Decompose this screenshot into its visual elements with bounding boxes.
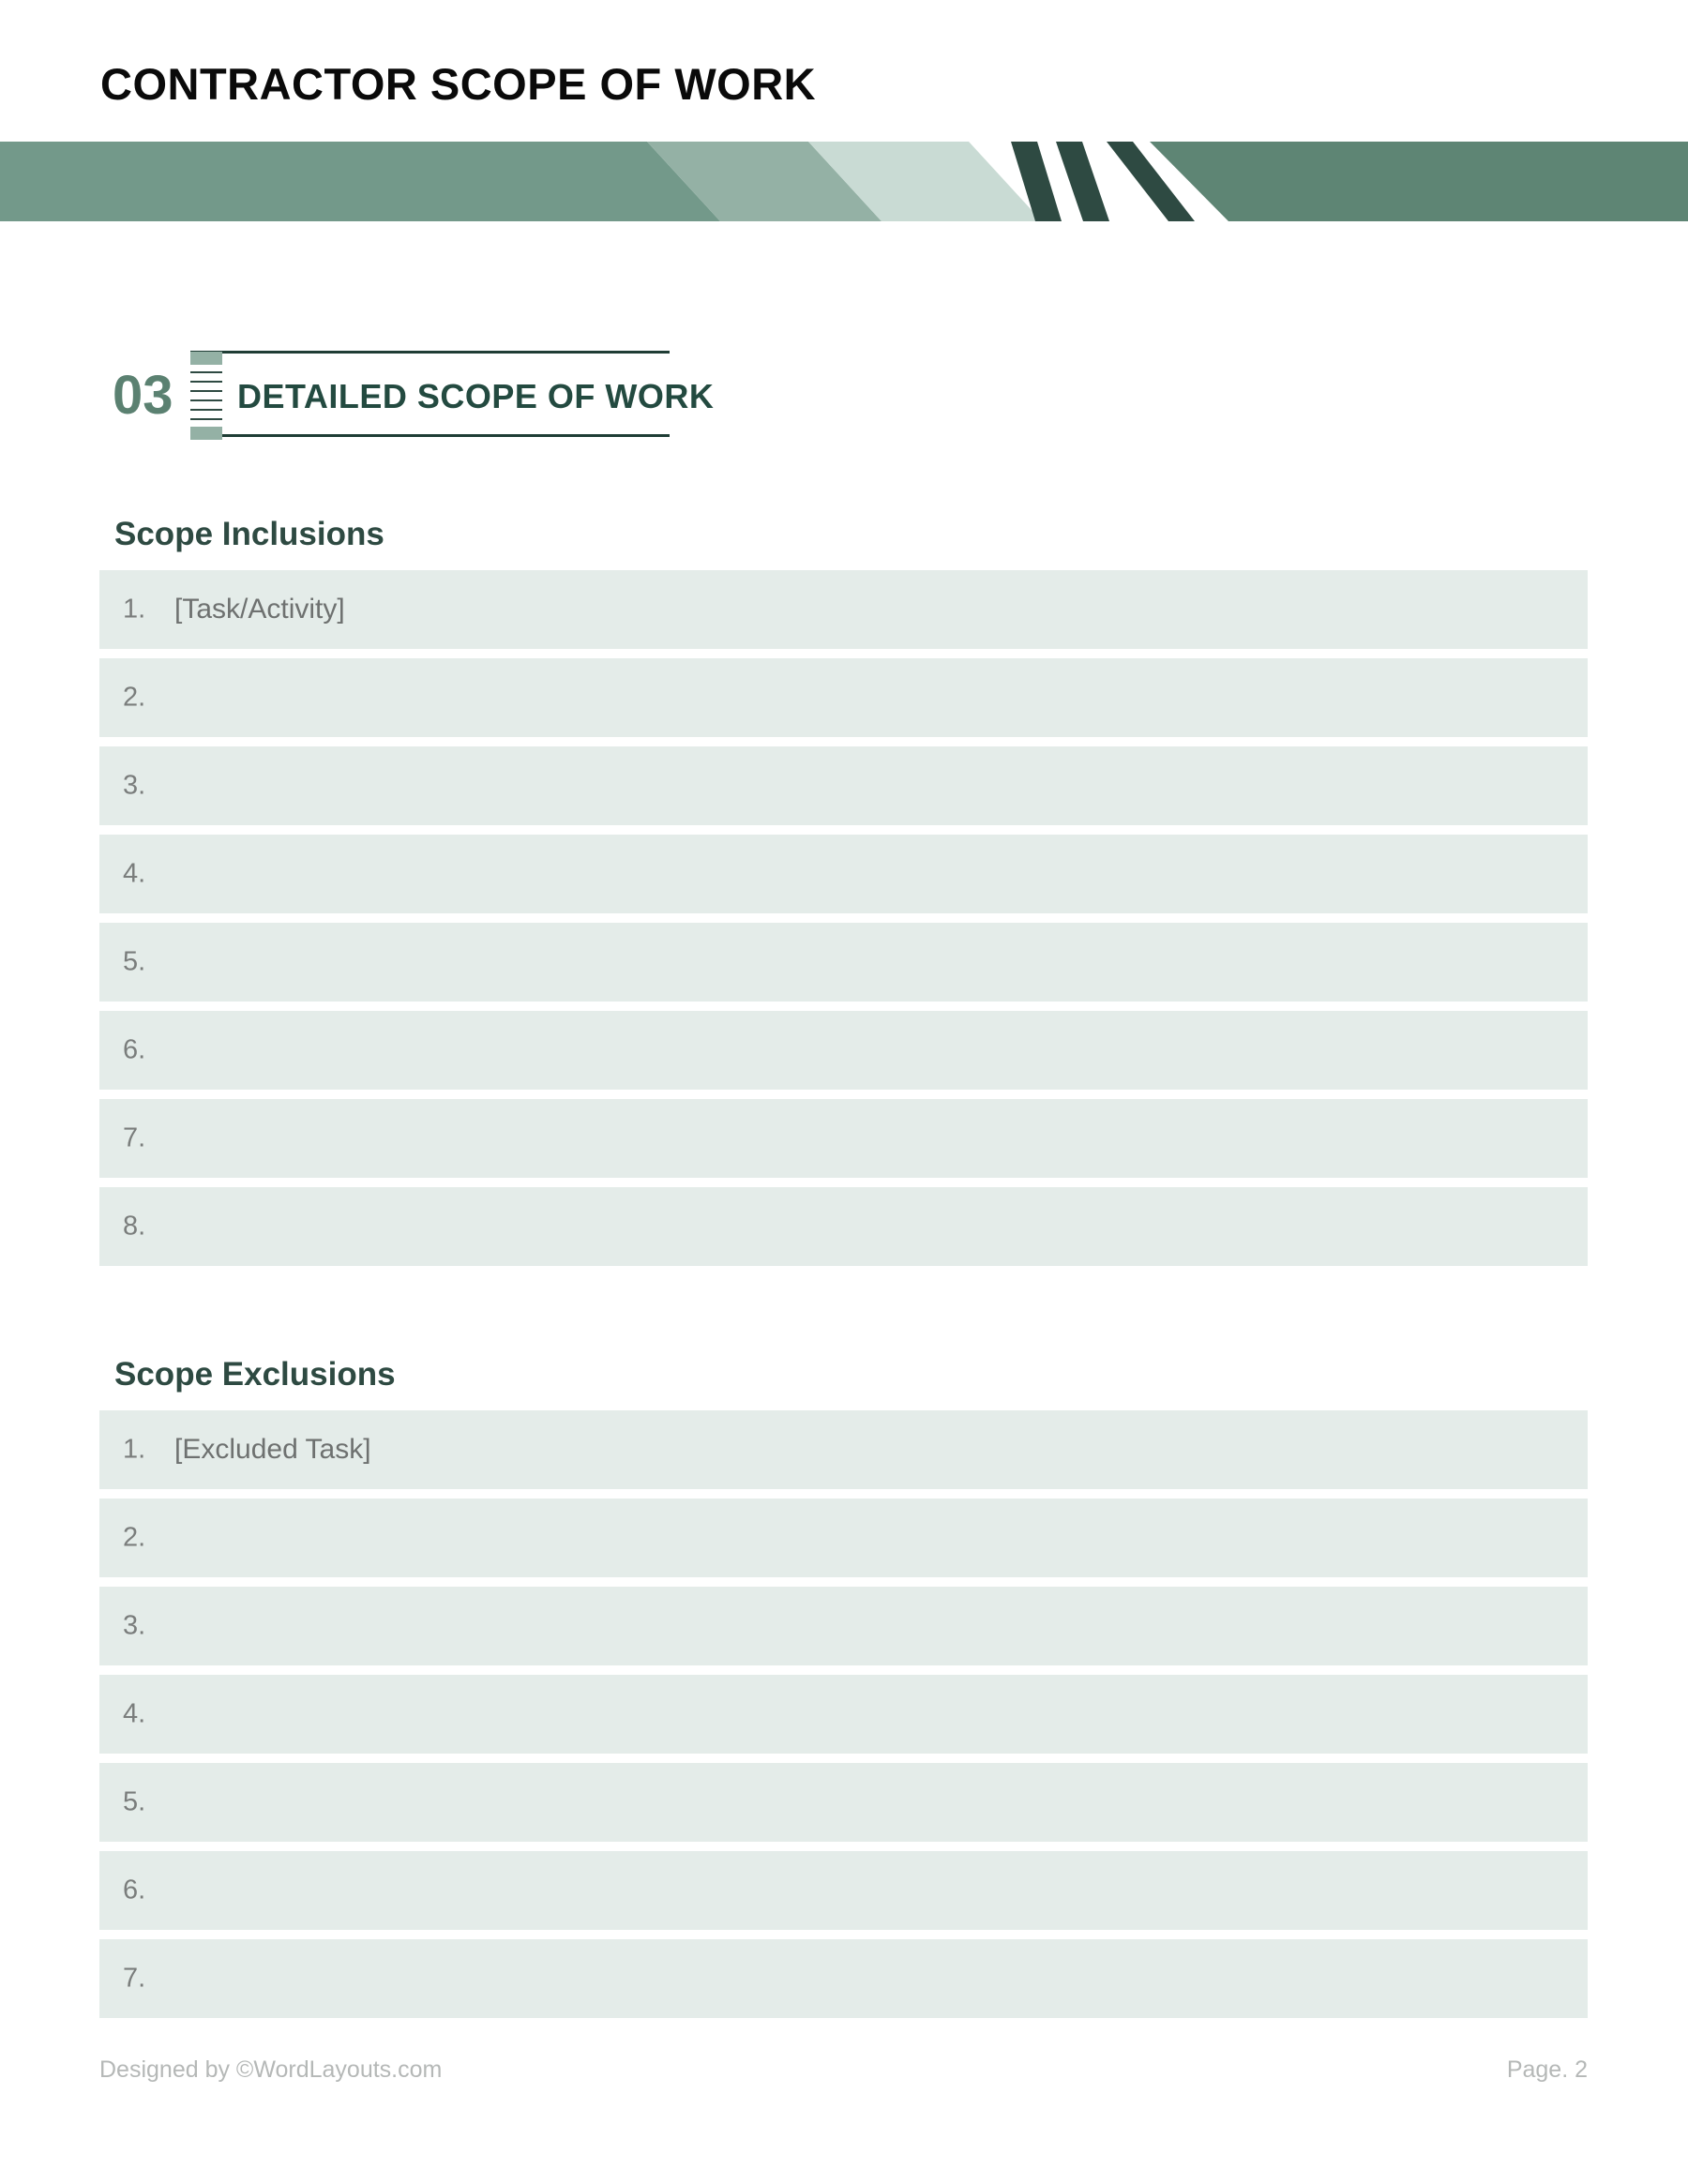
exclusions-heading: Scope Exclusions <box>114 1356 396 1393</box>
list-item[interactable] <box>99 1410 1588 1489</box>
exclusions-list <box>99 1410 1588 2027</box>
list-item[interactable] <box>99 1187 1588 1266</box>
list-item[interactable] <box>99 1499 1588 1577</box>
list-item-number: 3. <box>123 770 146 801</box>
list-item[interactable] <box>99 1099 1588 1178</box>
list-item-number: 6. <box>123 1034 146 1065</box>
list-item[interactable] <box>99 1587 1588 1665</box>
header-banner <box>0 142 1688 221</box>
list-item-text[interactable]: [Task/Activity] <box>174 594 345 625</box>
list-item-number: 5. <box>123 1786 146 1817</box>
banner-dark-band-right <box>1150 142 1688 221</box>
section-number: 03 <box>113 365 173 426</box>
list-item[interactable] <box>99 658 1588 737</box>
inclusions-list <box>99 570 1588 1275</box>
list-item-number: 4. <box>123 858 146 889</box>
list-item-number: 1. <box>123 594 146 625</box>
list-item-number: 1. <box>123 1434 146 1465</box>
footer-credit: Designed by ©WordLayouts.com <box>99 2056 443 2083</box>
list-item[interactable] <box>99 1851 1588 1930</box>
list-item[interactable] <box>99 923 1588 1002</box>
list-item-number: 7. <box>123 1963 146 1994</box>
document-title: CONTRACTOR SCOPE OF WORK <box>100 59 817 109</box>
page-number: Page. 2 <box>1506 2056 1588 2083</box>
banner-dark-band-left <box>0 142 720 221</box>
section-title: DETAILED SCOPE OF WORK <box>237 377 715 415</box>
list-item[interactable] <box>99 570 1588 649</box>
list-item[interactable] <box>99 835 1588 913</box>
list-item-number: 3. <box>123 1610 146 1641</box>
list-item-number: 6. <box>123 1875 146 1905</box>
list-item[interactable] <box>99 1763 1588 1842</box>
list-item-number: 7. <box>123 1122 146 1153</box>
list-item-number: 2. <box>123 682 146 713</box>
list-item-number: 4. <box>123 1698 146 1729</box>
section-ruler-marker <box>190 352 222 440</box>
list-item[interactable] <box>99 746 1588 825</box>
inclusions-heading: Scope Inclusions <box>114 516 384 552</box>
list-item-number: 5. <box>123 946 146 977</box>
list-item[interactable] <box>99 1011 1588 1090</box>
list-item-text[interactable]: [Excluded Task] <box>174 1434 371 1465</box>
list-item-number: 2. <box>123 1522 146 1553</box>
list-item[interactable] <box>99 1675 1588 1754</box>
list-item[interactable] <box>99 1939 1588 2018</box>
list-item-number: 8. <box>123 1211 146 1242</box>
